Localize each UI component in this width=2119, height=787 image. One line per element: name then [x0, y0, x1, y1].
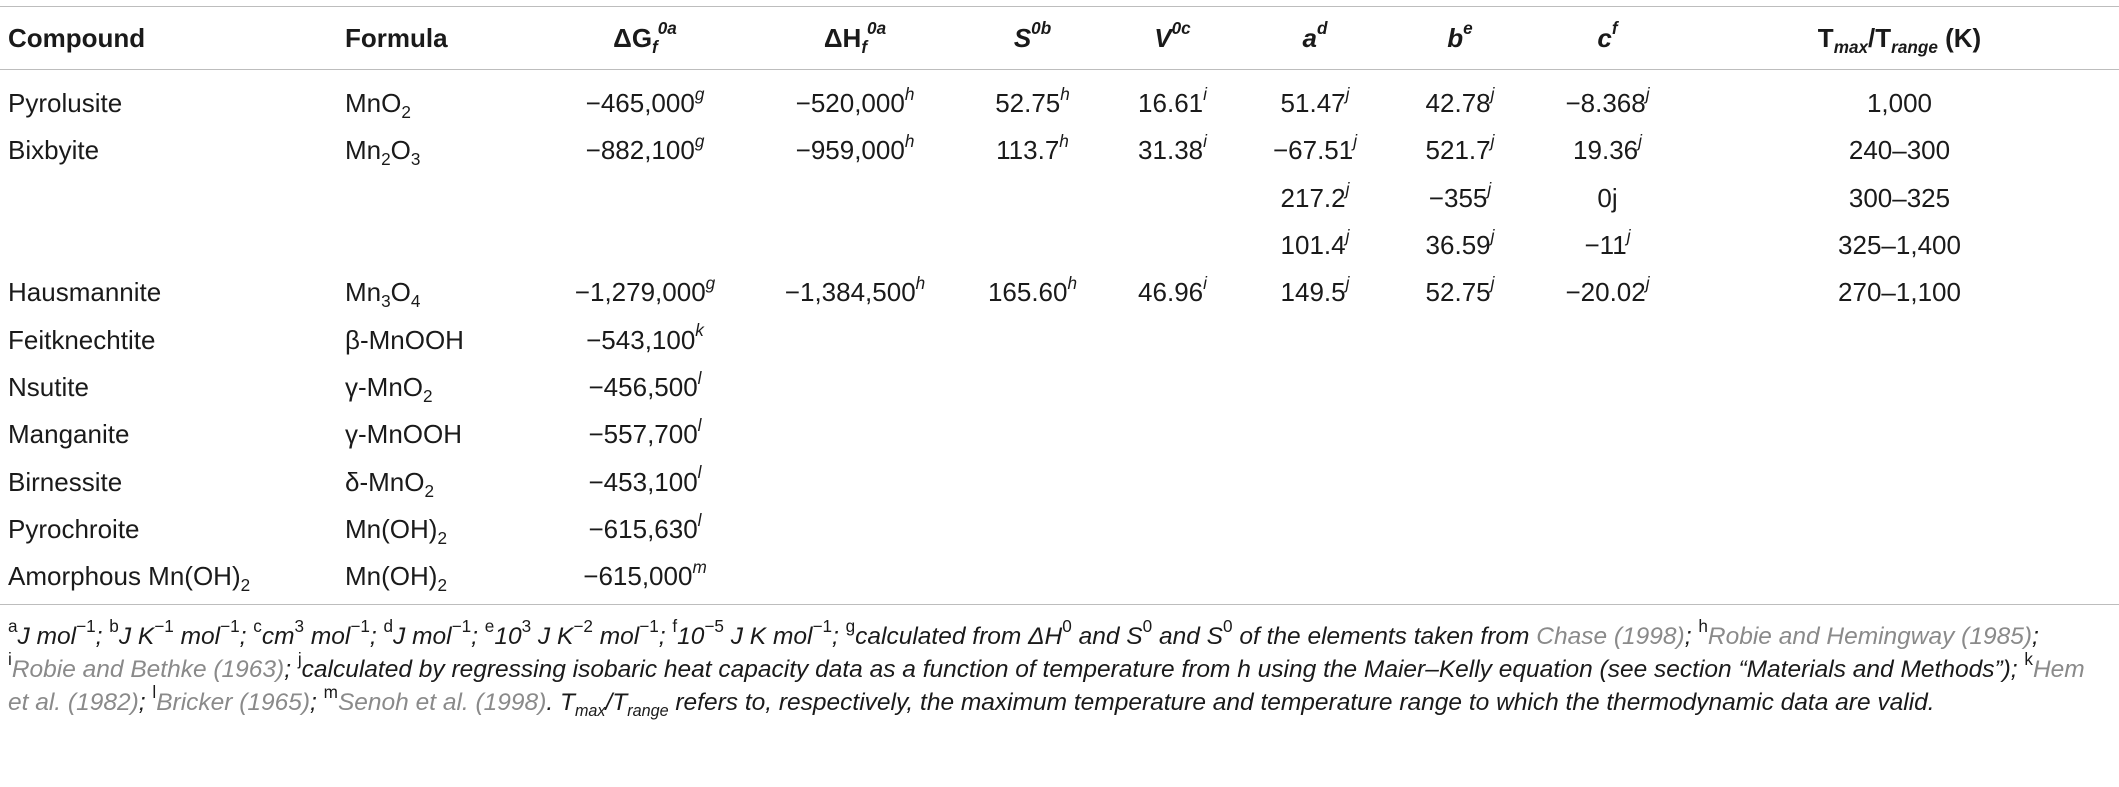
cell-formula: MnO$_2$: [345, 88, 411, 123]
header-compound: Compound: [8, 22, 146, 53]
cell-formula: $Mn_2O_3$: [345, 135, 421, 170]
table-row: [0, 127, 2119, 174]
cell-dh: −520,000$^h$: [795, 83, 915, 119]
header-c: $c^f$: [1597, 18, 1618, 53]
cell-dh: [745, 316, 965, 363]
cell-compound: Amorphous $Mn(OH)_2$: [0, 553, 345, 605]
cell-c: $-20.02^j$: [1565, 273, 1650, 308]
cell-dg: $-453,100^l$: [588, 462, 702, 497]
cell-c: [1535, 553, 1680, 605]
table-row: [0, 316, 2119, 363]
cell-s0: 52.75$^h$: [995, 83, 1070, 119]
ref-link-chase[interactable]: Chase (1998): [1536, 623, 1685, 650]
cell-dh: [745, 411, 965, 458]
ref-link-robie-hemingway[interactable]: Robie and Hemingway (1985): [1707, 623, 2032, 650]
cell-formula: γ-MnO$_2$: [345, 371, 433, 407]
cell-v0: [1100, 222, 1245, 269]
cell-b: [1385, 458, 1535, 505]
header-a: $a^d$: [1302, 18, 1328, 53]
cell-s0: [965, 222, 1100, 269]
table-row: [0, 222, 2119, 269]
cell-compound: [0, 222, 345, 269]
cell-b: [1385, 316, 1535, 363]
cell-s0: [965, 316, 1100, 363]
cell-v0: [1100, 175, 1245, 222]
cell-temperature-range: 325–1,400: [1838, 230, 1961, 261]
header-temperature: $T_{max}/T_{range}$ (K): [1817, 22, 1982, 57]
ref-link-bricker[interactable]: Bricker (1965): [156, 689, 311, 716]
cell-s0: [965, 364, 1100, 411]
cell-temperature-range: [1680, 316, 2119, 363]
cell-formula: γ-MnOOH: [345, 419, 462, 450]
cell-v0: 46.96$^i$: [1138, 273, 1207, 308]
cell-a: 217.2$^j$: [1280, 178, 1350, 213]
cell-a: [1245, 553, 1385, 605]
cell-formula: δ-MnO$_2$: [345, 466, 435, 501]
cell-v0: 16.61$^i$: [1138, 83, 1207, 119]
cell-temperature-range: 300–325: [1848, 182, 1951, 213]
thermodynamic-data-table: [0, 6, 2119, 605]
cell-compound: Pyrochroite: [8, 513, 140, 544]
cell-compound: [0, 175, 345, 222]
cell-a: [1245, 506, 1385, 553]
cell-dh: [745, 364, 965, 411]
cell-temperature-range: [1680, 506, 2119, 553]
cell-compound: Nsutite: [8, 371, 89, 402]
cell-c: [1535, 316, 1680, 363]
cell-v0: [1100, 458, 1245, 505]
cell-compound: Manganite: [8, 419, 130, 450]
cell-dh: [745, 458, 965, 505]
cell-b: [1385, 506, 1535, 553]
cell-dg: −1,279,000$^g$: [574, 273, 716, 308]
cell-a: 101.4$^j$: [1280, 225, 1350, 261]
table-row: [0, 411, 2119, 458]
header-b: $b^e$: [1447, 18, 1473, 53]
cell-v0: [1100, 316, 1245, 363]
cell-formula: $Mn_3O_4$: [345, 277, 421, 312]
cell-s0: [965, 411, 1100, 458]
cell-v0: [1100, 553, 1245, 605]
cell-formula: [345, 175, 545, 222]
cell-a: 51.47$^j$: [1280, 83, 1350, 119]
table-footnote: $^a$J mol$^{-1}$; $^b$J $K^{-1}$ mol$^{-1}$; $^ccm^3$ mol$^{-1}$; $^d$J mol$^{-1}$; $^e10^3$ J $K^{-2}$ mol$^{-1}$; $^f10^{-5}$ J K mol$^{-1}$; $^g$calculated from $\Delta H^0$ and $S^0$ and $S^0$ of the elements taken from Chase (1998); $^h$Robie and Hemingway (1985); $^i$Robie and Bethke (1963); $^j$calculated by regressing isobaric heat capacity data as a function of temperature from h using the Maier–Kelly equation (see section “Materials and Methods”); $^k$Hem et al. (1982); $^l$Bricker (1965); $^m$Senoh et al. (1998). $T_{max}/T_{range}$ refers to, respectively, the maximum temperature and temperature range to which the thermodynamic data are valid.: [8, 616, 2085, 720]
cell-a: [1245, 364, 1385, 411]
cell-compound: Feitknechtite: [8, 324, 156, 355]
cell-a: $-67.51^j$: [1272, 131, 1358, 166]
header-delta-g: $\Delta G_f^{0a}$: [613, 18, 677, 57]
cell-s0: 165.60$^h$: [987, 273, 1078, 308]
cell-temperature-range: [1680, 553, 2119, 605]
cell-c: [1535, 364, 1680, 411]
cell-dh: −959,000$^h$: [795, 131, 915, 166]
cell-v0: 31.38$^i$: [1138, 131, 1207, 166]
cell-dg: $-615,630^l$: [588, 509, 702, 544]
cell-dg: [545, 175, 745, 222]
cell-b: [1385, 553, 1535, 605]
cell-dh: [745, 175, 965, 222]
table-row: [0, 506, 2119, 553]
cell-c: $-8.368^j$: [1565, 83, 1650, 119]
cell-formula: β-MnOOH: [345, 324, 464, 355]
cell-b: [1385, 364, 1535, 411]
cell-temperature-range: 1,000: [1866, 88, 1933, 119]
cell-v0: [1100, 506, 1245, 553]
cell-dg: $-456,500^l$: [588, 367, 702, 402]
cell-b: 42.78$^j$: [1425, 83, 1495, 119]
cell-s0: [965, 175, 1100, 222]
cell-dg: −882,100$^g$: [585, 131, 705, 166]
header-row: [0, 7, 2119, 70]
table-row: [0, 458, 2119, 505]
cell-v0: [1100, 411, 1245, 458]
cell-temperature-range: 270–1,100: [1838, 277, 1961, 308]
table-row: [0, 175, 2119, 222]
ref-link-robie-bethke[interactable]: Robie and Bethke (1963): [11, 656, 285, 683]
header-entropy: $S^{0b}$: [1013, 18, 1052, 53]
cell-dg: [545, 222, 745, 269]
cell-compound: Pyrolusite: [8, 88, 123, 119]
cell-s0: [965, 553, 1100, 605]
header-volume: $V^{0c}$: [1154, 18, 1191, 53]
cell-a: [1245, 316, 1385, 363]
cell-c: [1535, 506, 1680, 553]
cell-a: [1245, 411, 1385, 458]
cell-temperature-range: [1680, 411, 2119, 458]
cell-s0: [965, 506, 1100, 553]
cell-dh: [745, 222, 965, 269]
cell-temperature-range: [1680, 364, 2119, 411]
table-row: [0, 364, 2119, 411]
cell-compound: Hausmannite: [8, 277, 162, 308]
ref-link-hem[interactable]: Hem et al. (1982): [8, 656, 2085, 716]
cell-compound: Birnessite: [8, 466, 123, 497]
cell-a: [1245, 458, 1385, 505]
cell-dh: [745, 553, 965, 605]
cell-dg: $-615,000^m$: [545, 553, 745, 605]
cell-formula: [345, 222, 545, 269]
cell-s0: [965, 458, 1100, 505]
cell-dg: −465,000$^g$: [585, 83, 705, 119]
cell-dh: [745, 506, 965, 553]
cell-formula: $Mn(OH)_2$: [345, 513, 447, 548]
cell-formula: $Mn(OH)_2$: [345, 553, 545, 605]
cell-b: [1385, 411, 1535, 458]
table-row: [0, 269, 2119, 316]
cell-s0: 113.7$^h$: [996, 131, 1069, 166]
cell-c: [1535, 411, 1680, 458]
cell-compound: Bixbyite: [8, 135, 100, 166]
cell-c: 0j: [1597, 182, 1618, 213]
ref-link-senoh[interactable]: Senoh et al. (1998): [337, 689, 547, 716]
cell-b: 36.59$^j$: [1425, 225, 1495, 261]
table-row: [0, 70, 2119, 128]
header-delta-h: $\Delta H_f^{0a}$: [823, 18, 887, 57]
cell-c: 19.36$^j$: [1573, 131, 1642, 166]
header-formula: Formula: [345, 22, 448, 53]
cell-dh: −1,384,500$^h$: [784, 273, 926, 308]
cell-v0: [1100, 364, 1245, 411]
cell-dg: $-543,100^k$: [586, 320, 704, 355]
cell-temperature-range: 240–300: [1848, 135, 1951, 166]
cell-a: 149.5$^j$: [1280, 273, 1350, 308]
cell-dg: $-557,700^l$: [588, 415, 702, 450]
cell-temperature-range: [1680, 458, 2119, 505]
cell-b: 521.7$^j$: [1425, 131, 1495, 166]
cell-c: $-11^j$: [1584, 225, 1631, 261]
cell-b: 52.75$^j$: [1425, 273, 1495, 308]
table-row: [0, 553, 2119, 605]
cell-c: [1535, 458, 1680, 505]
cell-b: $-355^j$: [1428, 178, 1492, 213]
